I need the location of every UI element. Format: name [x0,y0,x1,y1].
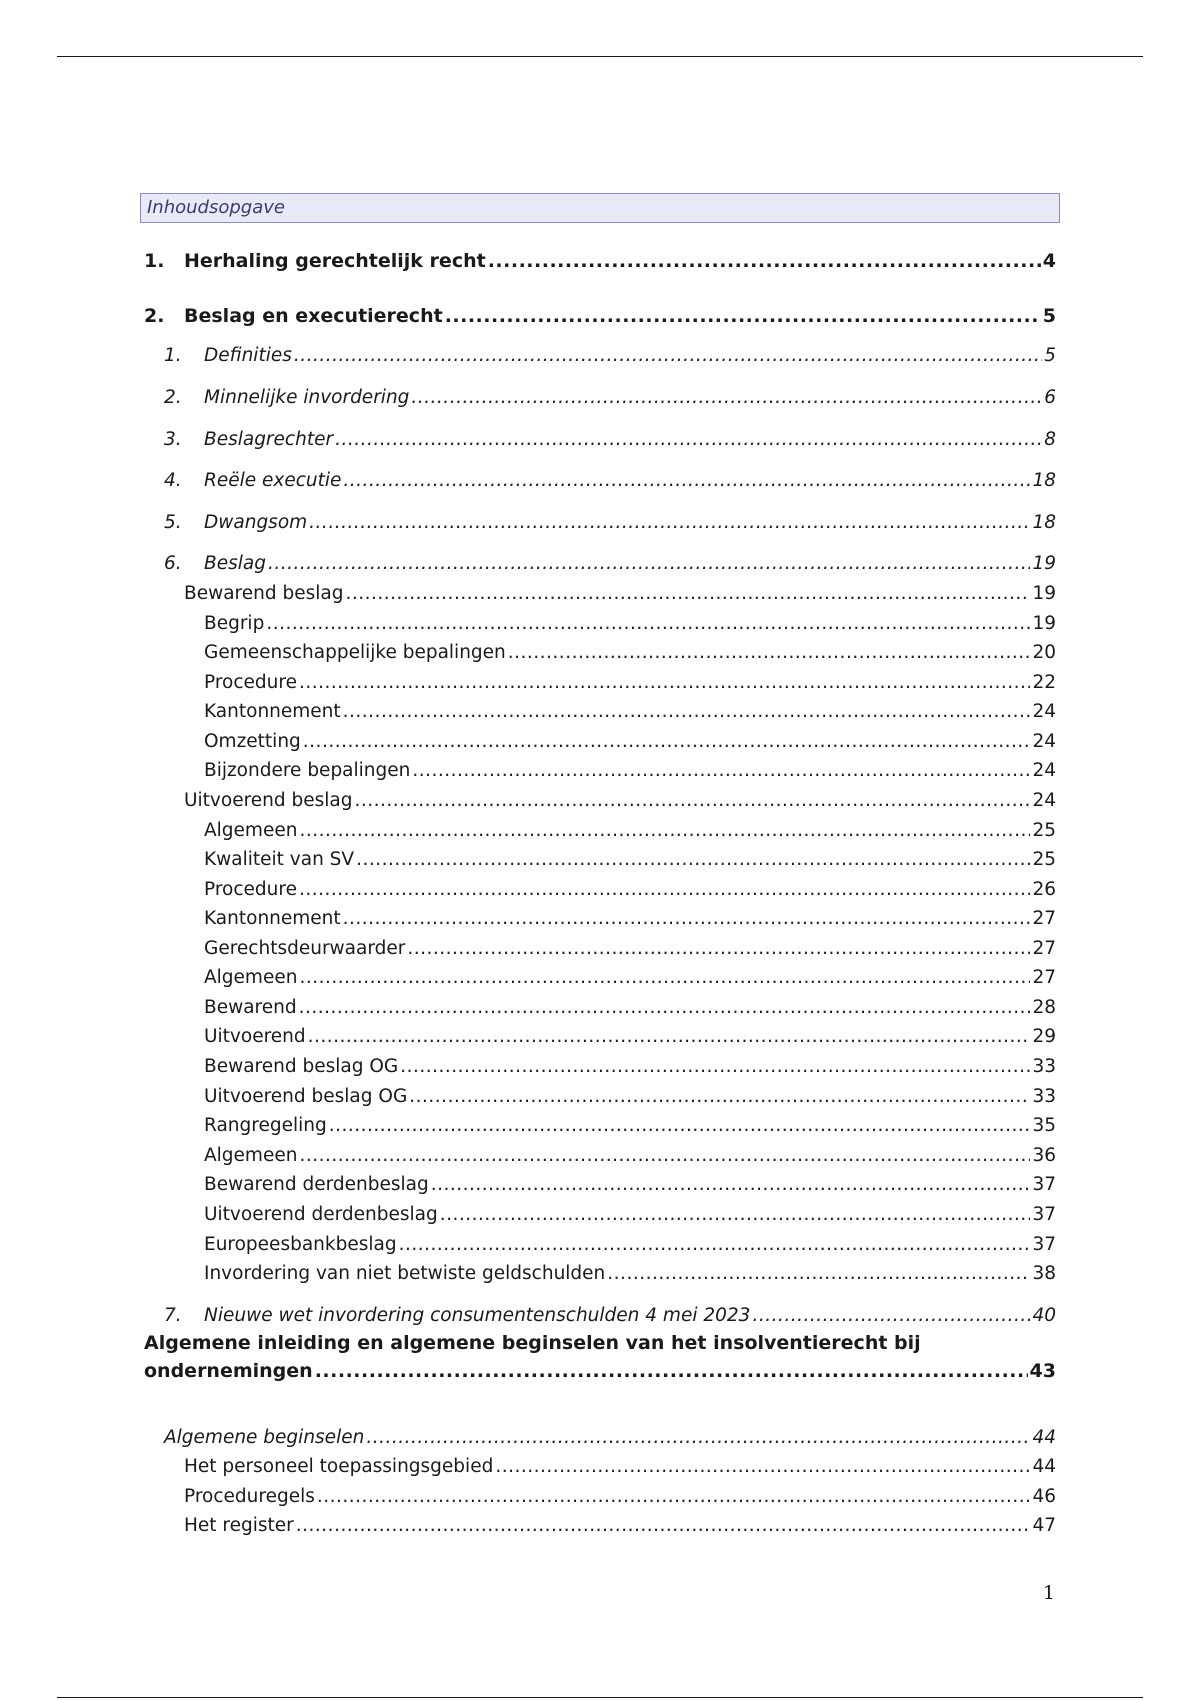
toc-entry-label: Kantonnement [204,701,341,722]
toc-entry-label: Bewarend derdenbeslag [204,1174,429,1195]
dot-leader [399,1233,1031,1257]
toc-entry-label: Gemeenschappelijke bepalingen [204,642,506,663]
toc-entry[interactable] [204,907,1056,931]
toc-entry-page: 35 [1032,1115,1056,1136]
toc-entry[interactable] [204,1114,1056,1138]
toc-entry-label: Algemeen [204,967,298,988]
toc-entry[interactable] [204,937,1056,961]
toc-entry-page: 4 [1042,250,1056,272]
toc-entry[interactable] [204,966,1056,990]
footer-rule [57,1697,1143,1698]
toc-entry-label: Bijzondere bepalingen [204,760,411,781]
toc-entry-label: Uitvoerend beslag OG [204,1086,408,1107]
toc-entry[interactable] [164,344,1056,368]
dot-leader [343,907,1031,931]
toc-entry[interactable] [164,428,1056,452]
toc-entry[interactable] [204,848,1056,872]
dot-leader [299,966,1030,990]
dot-leader [294,344,1042,368]
toc-entry-page: 27 [1032,908,1056,929]
page-number: 1 [1042,1582,1055,1604]
toc-entry[interactable] [164,1304,1056,1328]
toc-title: Inhoudsopgave [140,193,1060,223]
toc-entry-label: Nieuwe wet invordering consumentenschulden 4 mei 2023 [204,1305,751,1326]
toc-entry-label: Invordering van niet betwiste geldschulden [204,1263,606,1284]
toc-entry[interactable] [204,1144,1056,1168]
dot-leader [266,612,1030,636]
toc-entry-page: 26 [1032,879,1056,900]
dot-leader [407,937,1030,961]
toc-entry[interactable] [184,1485,1056,1509]
toc-entry-label: Rangregeling [204,1115,327,1136]
toc-entry[interactable] [204,1173,1056,1197]
dot-leader [299,878,1031,902]
toc-entry[interactable] [204,1203,1056,1227]
toc-entry-page: 25 [1032,849,1056,870]
toc-entry-number: 4. [164,470,182,491]
dot-leader [409,1085,1030,1109]
toc-entry-page: 18 [1032,470,1056,491]
toc-entry-label: Algemeen [204,820,298,841]
toc-entry-number: 1. [164,345,182,366]
toc-entry[interactable] [204,700,1056,724]
toc-entry[interactable] [184,1514,1056,1538]
toc-entry-page: 40 [1032,1305,1056,1326]
toc-entry-label: Beslag [204,553,266,574]
toc-entry[interactable] [204,819,1056,843]
toc-entry-label: Uitvoerend beslag [184,790,353,811]
toc-entry-page: 29 [1032,1026,1056,1047]
toc-entry[interactable] [204,759,1056,783]
toc-entry-label: Reële executie [204,470,342,491]
dot-leader [317,1485,1031,1509]
toc-entry-page: 25 [1032,820,1056,841]
dot-leader [329,1114,1031,1138]
dot-leader [303,730,1031,754]
toc-entry[interactable] [204,641,1056,665]
dot-leader [299,996,1031,1020]
dot-leader [508,641,1031,665]
toc-entry-label: Dwangsom [204,512,308,533]
toc-entry-label: Uitvoerend derdenbeslag [204,1204,438,1225]
toc-entry-page: 5 [1042,305,1056,327]
toc-entry[interactable] [204,1262,1056,1286]
toc-entry-label: Bewarend beslag OG [204,1056,399,1077]
toc-entry[interactable] [164,386,1056,410]
toc-entry-label-line1: Algemene inleiding en algemene beginselen van het insolventierecht bij [144,1332,921,1354]
toc-entry[interactable] [204,1233,1056,1257]
toc-entry-page: 36 [1032,1145,1056,1166]
dot-leader [343,700,1031,724]
toc-entry-label: Algemeen [204,1145,298,1166]
toc-entry[interactable] [144,1329,1056,1385]
toc-entry-page: 24 [1032,760,1056,781]
dot-leader [412,759,1030,783]
toc-entry-page: 44 [1032,1427,1056,1448]
toc-entry-label: ondernemingen [144,1360,313,1382]
dot-leader [299,819,1030,843]
toc-entry-page: 37 [1032,1234,1056,1255]
toc-entry-page: 18 [1032,512,1056,533]
toc-entry-page: 44 [1032,1456,1056,1477]
toc-entry-label: Procedure [204,672,297,693]
toc-entry-label: Europeesbankbeslag [204,1234,397,1255]
toc-entry[interactable] [204,1085,1056,1109]
toc-entry-page: 20 [1032,642,1056,663]
toc-entry[interactable] [204,612,1056,636]
toc-entry-number: 3. [164,429,182,450]
toc-entry-label: Bewarend [204,997,297,1018]
dot-leader [411,386,1042,410]
toc-entry-number: 5. [164,512,182,533]
dot-leader [335,428,1042,452]
toc-entry-label: Uitvoerend [204,1026,306,1047]
toc-entry-page: 24 [1032,790,1056,811]
dot-leader [431,1173,1031,1197]
toc-entry-number: 2. [164,387,182,408]
dot-leader [495,1455,1030,1479]
toc-entry-number: 2. [144,305,165,327]
toc-entry-page: 24 [1032,701,1056,722]
toc-entry[interactable] [144,249,1056,273]
toc-entry[interactable] [184,1455,1056,1479]
toc-entry[interactable] [144,304,1056,328]
toc-entry-label: Gerechtsdeurwaarder [204,938,406,959]
toc-entry-page: 8 [1044,429,1056,450]
toc-entry-page: 33 [1032,1086,1056,1107]
toc-entry-page: 19 [1032,583,1056,604]
toc-entry-number: 6. [164,553,182,574]
dot-leader [309,511,1030,535]
toc-entry[interactable] [184,789,1056,813]
toc-entry-label: Herhaling gerechtelijk recht [184,250,486,272]
toc-entry-label: Het personeel toepassingsgebied [184,1456,494,1477]
toc-entry-label: Bewarend beslag [184,583,344,604]
toc-entry-page: 37 [1032,1204,1056,1225]
toc-entry[interactable] [204,878,1056,902]
toc-entry-page: 27 [1032,967,1056,988]
toc-entry-label: Het register [184,1515,294,1536]
dot-leader [299,1144,1030,1168]
dot-leader [315,1357,1028,1385]
toc-entry-label: Proceduregels [184,1486,315,1507]
dot-leader [400,1055,1030,1079]
toc-entry-label: Begrip [204,613,265,634]
dot-leader [343,469,1030,493]
toc-entry-page: 43 [1029,1360,1056,1382]
toc-entry-page: 24 [1032,731,1056,752]
toc-entry-page: 19 [1032,613,1056,634]
toc-entry[interactable] [184,582,1056,606]
toc-entry-label: Beslag en executierecht [184,305,443,327]
toc-entry-page: 33 [1032,1056,1056,1077]
toc-entry-label: Procedure [204,879,297,900]
toc-entry-label: Beslagrechter [204,429,334,450]
dot-leader [366,1426,1030,1450]
toc-entry-label: Kantonnement [204,908,341,929]
toc-entry-page: 28 [1032,997,1056,1018]
dot-leader [355,789,1031,813]
toc-entry[interactable] [204,1025,1056,1049]
toc-entry-number: 7. [164,1305,182,1326]
toc-entry[interactable] [204,730,1056,754]
toc-entry[interactable] [204,1055,1056,1079]
dot-leader [440,1203,1031,1227]
toc-entry-page: 27 [1032,938,1056,959]
toc-entry-page: 46 [1032,1486,1056,1507]
toc-entry-label: Algemene beginselen [164,1427,365,1448]
toc-entry-number: 1. [144,250,165,272]
dot-leader [296,1514,1031,1538]
toc-entry-label: Omzetting [204,731,301,752]
dot-leader [356,848,1030,872]
toc-entry-page: 5 [1044,345,1056,366]
toc-entry-label: Definities [204,345,292,366]
dot-leader [607,1262,1030,1286]
toc-entry-page: 47 [1032,1515,1056,1536]
toc-entry[interactable] [164,1426,1056,1450]
dot-leader [345,582,1030,606]
toc-entry-page: 22 [1032,672,1056,693]
dot-leader [752,1304,1030,1328]
toc-entry-label: Kwaliteit van SV [204,849,355,870]
toc-entry[interactable] [164,469,1056,493]
toc-entry-page: 38 [1032,1263,1056,1284]
toc-entry-label: Minnelijke invordering [204,387,410,408]
dot-leader [299,671,1031,695]
dot-leader [488,249,1041,273]
toc-entry-page: 19 [1032,553,1056,574]
dot-leader [268,552,1031,576]
dot-leader [445,304,1041,328]
dot-leader [308,1025,1031,1049]
toc-entry[interactable] [204,996,1056,1020]
toc-entry[interactable] [164,552,1056,576]
toc-entry[interactable] [164,511,1056,535]
toc-entry-page: 37 [1032,1174,1056,1195]
toc-entry-page: 6 [1044,387,1056,408]
toc-entry[interactable] [204,671,1056,695]
